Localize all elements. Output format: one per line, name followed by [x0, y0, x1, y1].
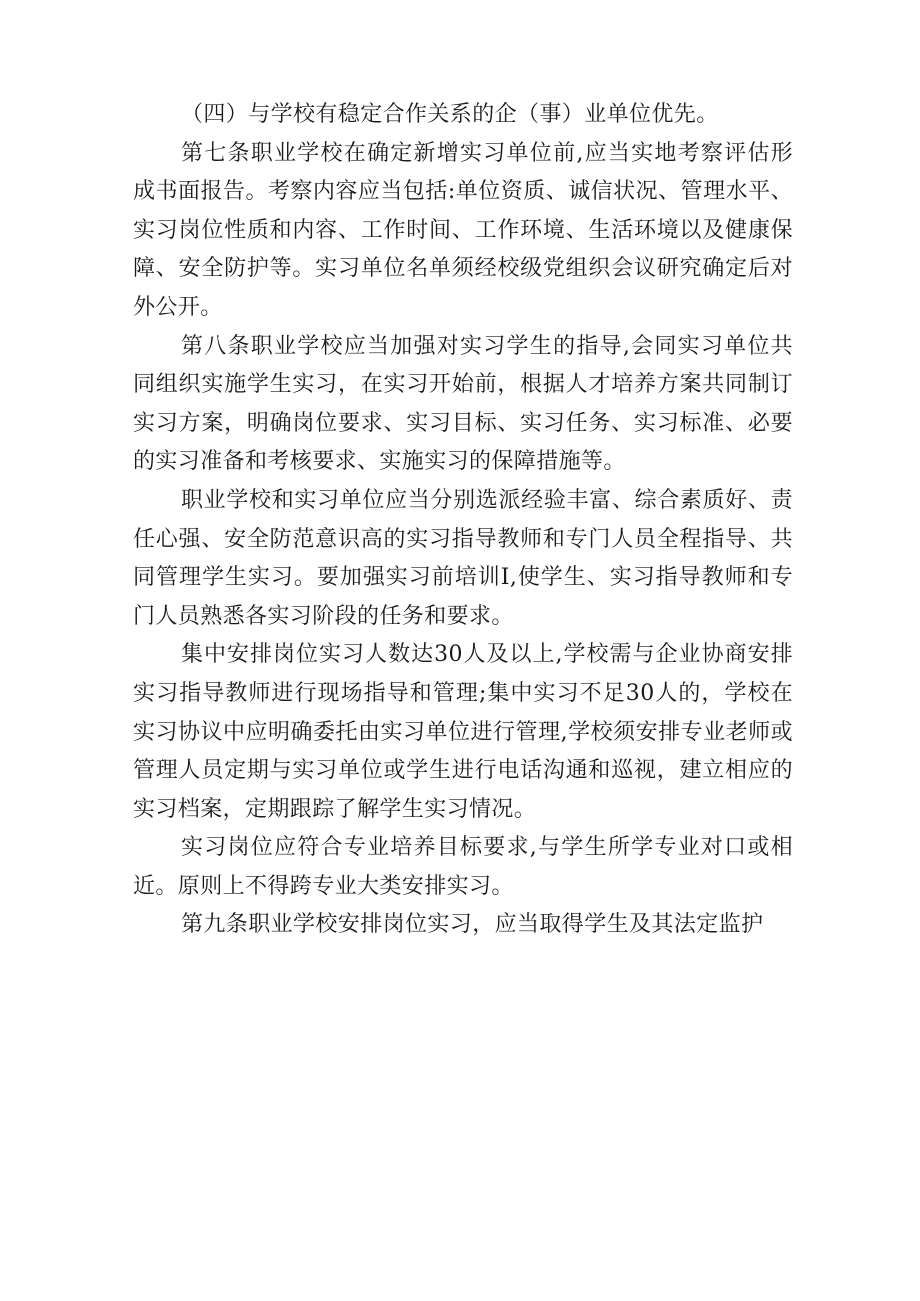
- paragraph-1: （四）与学校有稳定合作关系的企（事）业单位优先。: [181, 102, 719, 127]
- paragraph-6: 实习岗位应符合专业培养目标要求,与学生所学专业对口或相近。原则上不得跨专业大类安排实习。: [133, 835, 793, 899]
- paragraph-7: 第九条职业学校安排岗位实习，应当取得学生及其法定监护: [181, 912, 764, 938]
- paragraph-4: 职业学校和实习单位应当分别选派经验丰富、综合素质好、责任心强、安全防范意识高的实习指导教师和专门人员全程指导、共同管理学生实习。要加强实习前培训I,使学生、实习指导教师和专门人员熟悉各实习阶段的任务和要求。: [133, 487, 793, 629]
- paragraph-5: 集中安排岗位实习人数达30人及以上,学校需与企业协商安排实习指导教师进行现场指导和管理;集中实习不足30人的，学校在实习协议中应明确委托由实习单位进行管理,学校须安排专业老师或管理人员定期与实习单位或学生进行电话沟通和巡视，建立相应的实习档案，定期跟踪了解学生实习情况。: [133, 642, 793, 822]
- document-body: [133, 96, 793, 945]
- paragraph-2: 第七条职业学校在确定新增实习单位前,应当实地考察评估形成书面报告。考察内容应当包括:单位资质、诚信状况、管理水平、实习岗位性质和内容、工作时间、工作环境、生活环境以及健康保障、安全防护等。实习单位名单须经校级党组织会议研究确定后对外公开。: [133, 140, 793, 320]
- paragraph-3: 第八条职业学校应当加强对实习学生的指导,会同实习单位共同组织实施学生实习，在实习开始前，根据人才培养方案共同制订实习方案，明确岗位要求、实习目标、实习任务、实习标准、必要的实习准备和考核要求、实施实习的保障措施等。: [133, 333, 793, 475]
